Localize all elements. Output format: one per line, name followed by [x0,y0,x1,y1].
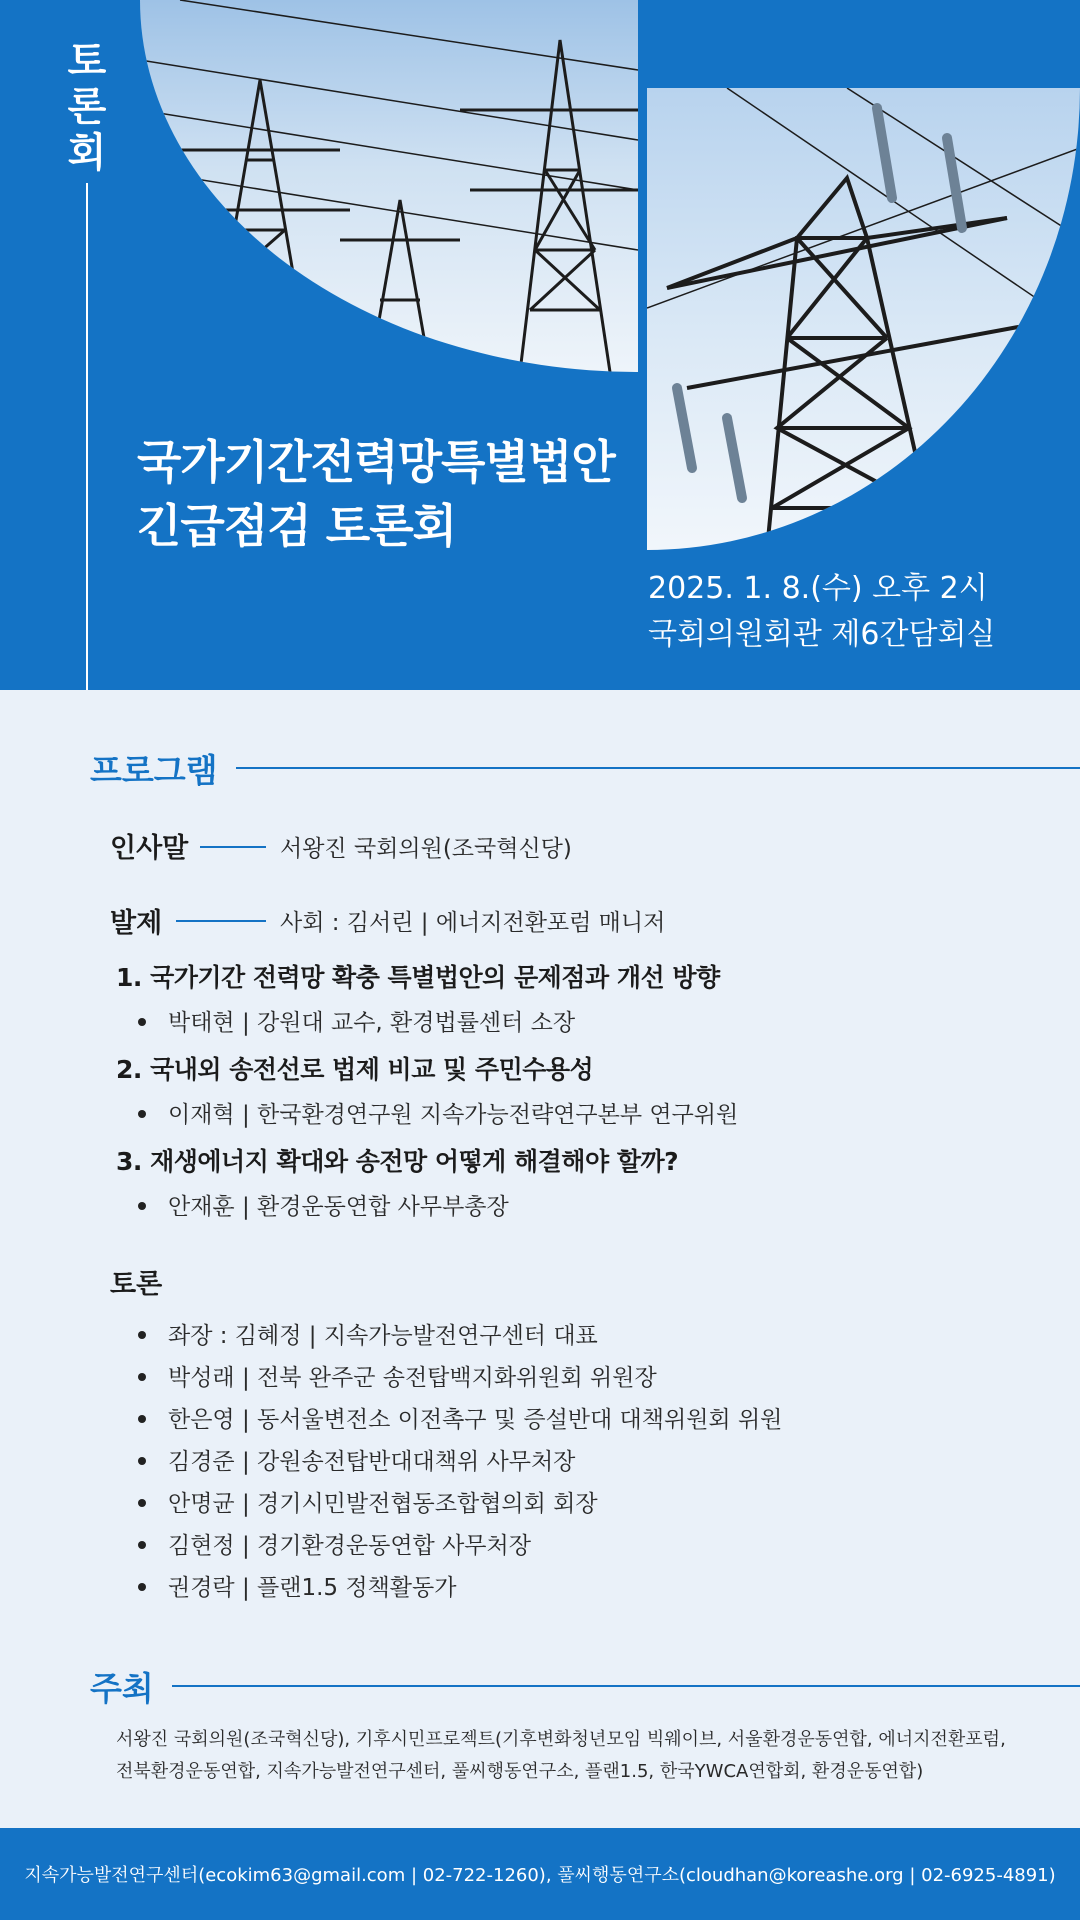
hosts-heading-label: 주최 [90,1668,154,1708]
bullet-icon [138,1373,146,1381]
topic-2-speaker: 이재혁 | 한국환경연구원 지속가능전략연구본부 연구위원 [138,1096,738,1129]
panel-item: 김경준 | 강원송전탑반대대책위 사무처장 [138,1443,575,1476]
topic-2-title: 2. 국내외 송전선로 법제 비교 및 주민수용성 [116,1055,594,1084]
event-date: 2025. 1. 8.(수) 오후 2시 [648,571,988,606]
panel-item: 권경락 | 플랜1.5 정책활동가 [138,1569,456,1602]
bullet-icon [138,1331,146,1339]
pylon-photo-right [647,88,1080,550]
bullet-icon [138,1541,146,1549]
bullet-icon [138,1202,146,1210]
program-heading-rule [236,767,1080,769]
panel-item: 김현정 | 경기환경운동연합 사무처장 [138,1527,531,1560]
bullet-icon [138,1457,146,1465]
greeting-dash [200,846,266,848]
presentation-moderator: 사회 : 김서린 | 에너지전환포럼 매니저 [280,910,666,936]
title-line-2: 긴급점검 토론회 [137,499,457,553]
topic-1-speaker: 박태현 | 강원대 교수, 환경법률센터 소장 [138,1004,575,1037]
program-heading-label: 프로그램 [90,750,218,790]
topic-1-title: 1. 국가기간 전력망 확충 특별법안의 문제점과 개선 방향 [116,963,720,992]
event-info [648,566,995,658]
topic-3-speaker: 안재훈 | 환경운동연합 사무부총장 [138,1188,509,1221]
program-heading [90,748,1080,788]
badge-vertical: 토론회 [67,38,107,176]
presentation-dash [176,920,266,922]
topic-3-title: 3. 재생에너지 확대와 송전망 어떻게 해결해야 할까? [116,1147,679,1176]
bullet-icon [138,1110,146,1118]
bullet-icon [138,1018,146,1026]
vertical-divider [86,183,88,690]
panel-item: 안명균 | 경기시민발전협동조합협의회 회장 [138,1485,598,1518]
pylon-photo-left [140,0,638,372]
panel-item: 박성래 | 전북 완주군 송전탑백지화위원회 위원장 [138,1359,657,1392]
event-venue: 국회의원회관 제6간담회실 [648,617,996,652]
hosts-list [116,1724,1016,1788]
discussion-label: 토론 [110,1269,163,1300]
hosts-heading [90,1666,1080,1706]
greeting-speaker: 서왕진 국회의원(조국혁신당) [280,836,572,862]
header-banner [0,0,1080,690]
panel-item: 좌장 : 김혜정 | 지속가능발전연구센터 대표 [138,1317,598,1350]
panel-item: 한은영 | 동서울변전소 이전촉구 및 증설반대 대책위원회 위원 [138,1401,782,1434]
footer-contact: 지속가능발전연구센터(ecokim63@gmail.com | 02-722-1260), 풀씨행동연구소(cloudhan@koreashe.org | 02-6925-4891) [24,1865,1056,1886]
bullet-icon [138,1583,146,1591]
hosts-line-1: 서왕진 국회의원(조국혁신당), 기후시민프로젝트(기후변화청년모임 빅웨이브, 서울환경운동연합, 에너지전환포럼, [116,1729,1006,1750]
hosts-heading-rule [172,1685,1080,1687]
greeting-label: 인사말 [110,833,189,864]
bullet-icon [138,1415,146,1423]
main-title [137,430,615,558]
presentation-label: 발제 [110,908,163,939]
footer-bar [0,1828,1080,1920]
title-line-1: 국가기간전력망특별법안 [137,435,615,489]
bullet-icon [138,1499,146,1507]
hosts-line-2: 전북환경운동연합, 지속가능발전연구센터, 풀씨행동연구소, 플랜1.5, 한국YWCA연합회, 환경운동연합) [116,1761,924,1782]
